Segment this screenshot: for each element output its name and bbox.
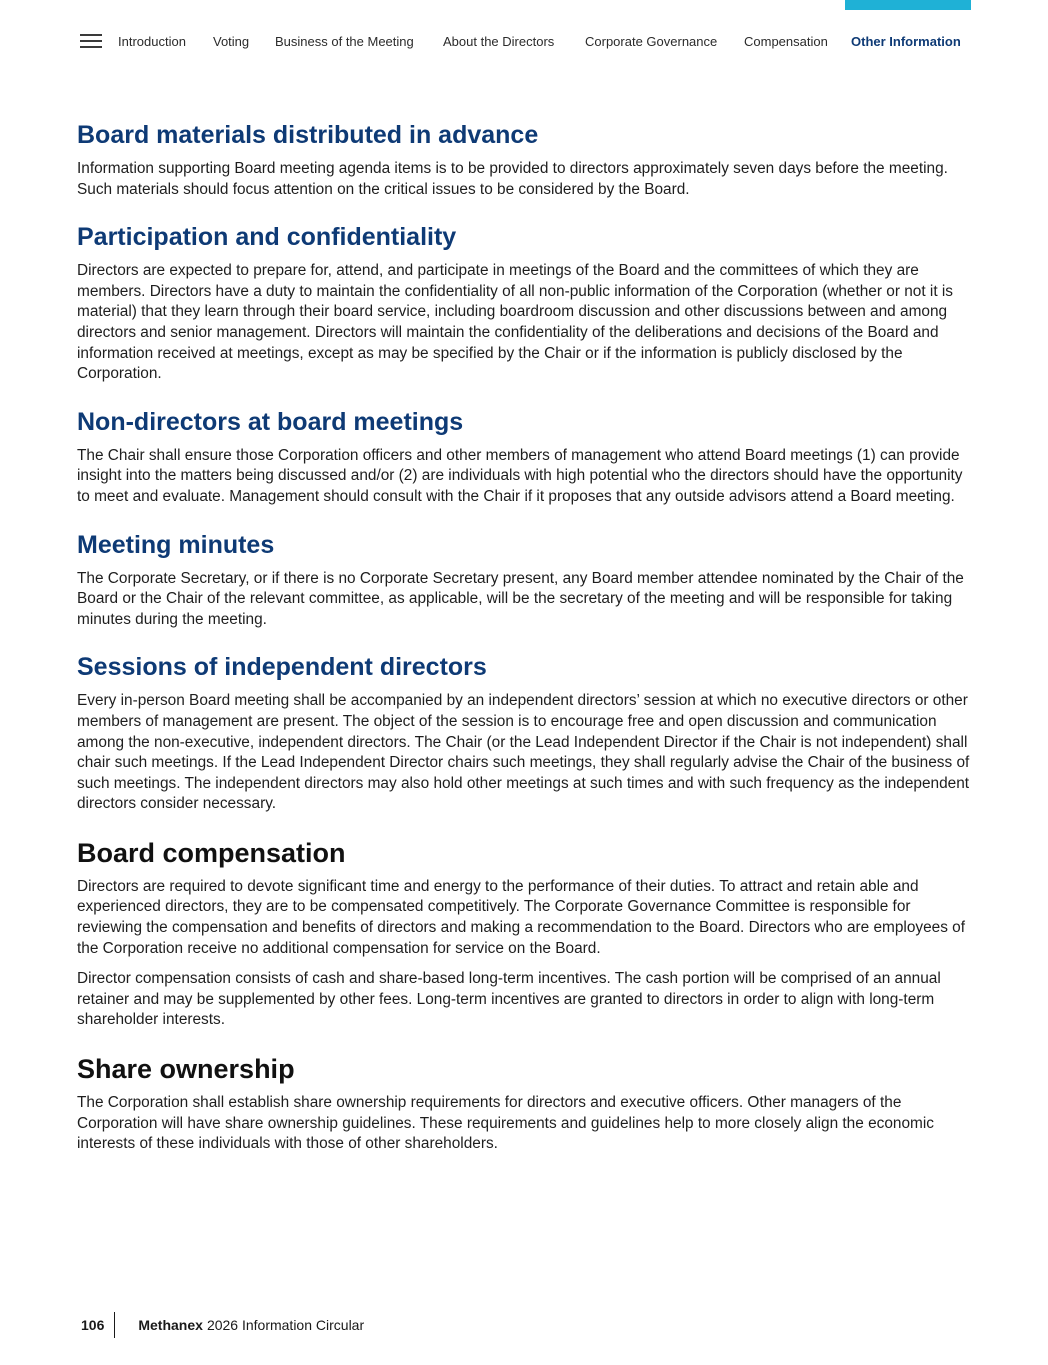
section-paragraph: Directors are expected to prepare for, attend, and participate in meetings of the Board and the committees of which they are members. Directors have a duty to maintain the confidentiality of all non-public information of the Corporation (whether or not it is material) that they learn through their board service, including boardroom discussion and other discussions between and among directors and senior management. Directors will maintain the confidentiality of the deliberations and decisions of the Board and information received at meetings, except as may be specified by the Chair or if the information is publicly disclosed by the Corporation. <box>77 262 953 383</box>
section-paragraph: Every in-person Board meeting shall be accompanied by an independent directors’ session at which no executive directors or other members of management are present. The object of the session is to encourage free and open discussion and communication among the non-executive, independent directors. The Chair (or the Lead Independent Director if the Chair is not independent) shall chair such meetings. If the Lead Independent Director chairs such meetings, they shall regularly advise the Chair of the business of such meetings. The independent directors may also hold other meetings at such times and with such frequency as the independent directors consider necessary. <box>77 692 970 813</box>
section-paragraph: The Chair shall ensure those Corporation officers and other members of management who attend Board meetings (1) can provide insight into the matters being discussed and/or (2) are individuals with high potential who the directors should have the opportunity to meet and evaluate. Management should consult with the Chair if it proposes that any outside advisors attend a Board meeting. <box>77 446 963 505</box>
section-board-materials <box>77 118 972 200</box>
page-number: 106 <box>81 1317 105 1333</box>
section-non-directors <box>77 405 972 508</box>
section-heading: Meeting minutes <box>77 530 275 559</box>
section-heading: Participation and confidentiality <box>77 223 457 252</box>
section-heading: Share ownership <box>77 1054 295 1085</box>
section-heading: Board compensation <box>77 837 346 868</box>
nav-compensation[interactable]: Compensation <box>744 34 828 49</box>
nav-corporate-governance[interactable]: Corporate Governance <box>585 34 718 49</box>
section-independent-directors <box>77 650 972 815</box>
section-share-ownership <box>77 1051 972 1155</box>
accent-tab <box>845 0 971 10</box>
document-title: 2026 Information Circular <box>206 1317 365 1333</box>
section-paragraph: Director compensation consists of cash and share-based long-term incentives. The cash portion will be comprised of an annual retainer and may be supplemented by other fees. Long-term incentives are granted to directors in order to align with long-term shareholder interests. <box>77 970 941 1029</box>
brand-name: Methanex <box>138 1317 203 1333</box>
nav-voting[interactable]: Voting <box>213 34 250 49</box>
nav-about-the-directors[interactable]: About the Directors <box>443 34 555 49</box>
section-board-compensation <box>77 835 972 1031</box>
top-navigation <box>80 32 971 52</box>
section-heading: Sessions of independent directors <box>77 653 487 682</box>
section-paragraph: The Corporate Secretary, or if there is no Corporate Secretary present, any Board member attendee nominated by the Chair of the Board or the Chair of the relevant committee, as applicable, will be the secretary of the meeting and will be responsible for taking minutes during the meeting. <box>77 569 964 628</box>
section-paragraph: The Corporation shall establish share ownership requirements for directors and executive officers. Other managers of the Corporation will have share ownership guidelines. These requirements and guidelines help to more closely align the economic interests of these individuals with those of other shareholders. <box>77 1094 934 1153</box>
nav-introduction[interactable]: Introduction <box>118 34 186 49</box>
page-footer <box>81 1312 364 1338</box>
section-participation-confidentiality <box>77 220 972 385</box>
nav-other-information[interactable]: Other Information <box>851 34 961 49</box>
footer-divider <box>114 1312 115 1338</box>
section-paragraph: Directors are required to devote significant time and energy to the performance of their duties. To attract and retain able and experienced directors, they are to be compensated competitively. The Corporate Governance Committee is responsible for reviewing the compensation and benefits of directors and making a recommendation to the Board. Directors who are employees of the Corporation receive no additional compensation for service on the Board. <box>77 877 966 957</box>
hamburger-menu-icon[interactable] <box>80 34 102 49</box>
section-heading: Non-directors at board meetings <box>77 407 464 436</box>
section-paragraph: Information supporting Board meeting agenda items is to be provided to directors approximately seven days before the meeting. Such materials should focus attention on the critical issues to be considered by the Board. <box>77 160 948 198</box>
nav-business-of-the-meeting[interactable]: Business of the Meeting <box>275 34 414 49</box>
section-heading: Board materials distributed in advance <box>77 121 539 149</box>
page-content <box>77 118 972 1175</box>
section-meeting-minutes <box>77 528 972 631</box>
